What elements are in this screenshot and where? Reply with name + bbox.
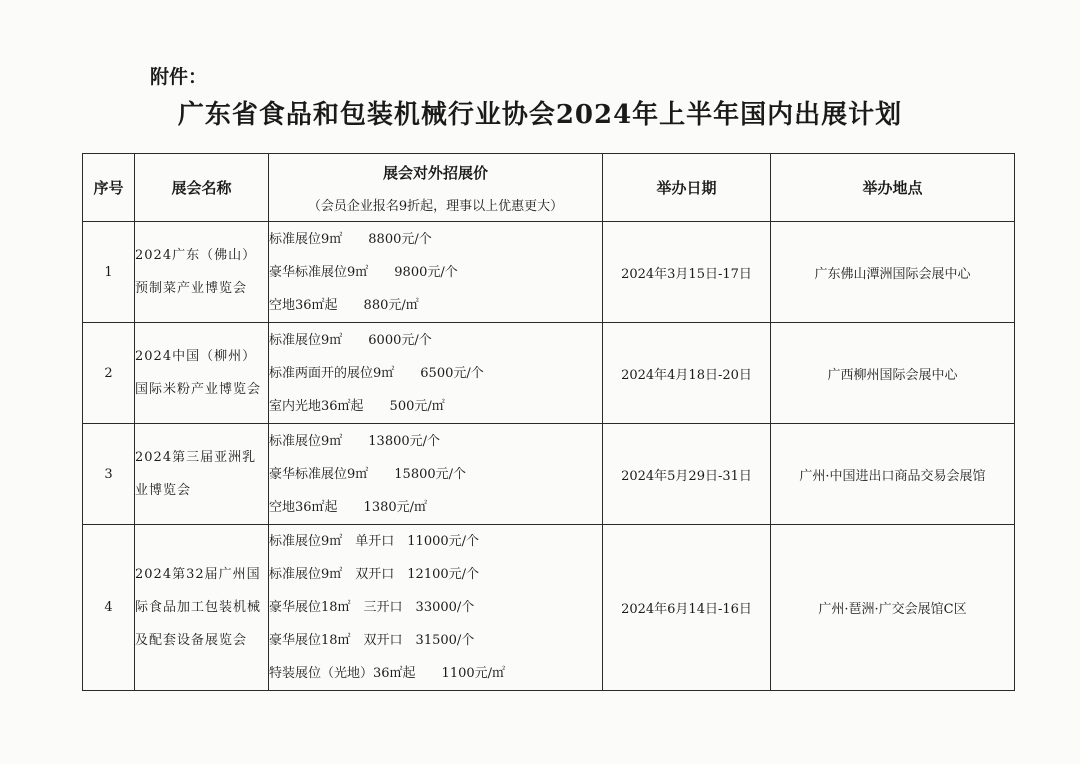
price-line: 标准两面开的展位9㎡ 6500元/个 (269, 365, 484, 381)
header-venue: 举办地点 (771, 154, 1015, 222)
row-no: 3 (83, 424, 135, 525)
row-date: 2024年5月29日-31日 (603, 424, 771, 525)
row-venue: 广西柳州国际会展中心 (771, 323, 1015, 424)
table-row (83, 424, 1015, 525)
price-line: 豪华标准展位9㎡ 9800元/个 (269, 264, 458, 280)
header-no: 序号 (83, 154, 135, 222)
row-no: 4 (83, 525, 135, 691)
row-name: 2024第32届广州国际食品加工包装机械及配套设备展览会 (135, 525, 269, 691)
header-price-note: （会员企业报名9折起，理事以上优惠更大） (307, 198, 564, 214)
exhibition-plan-table (82, 153, 1015, 691)
row-date: 2024年3月15日-17日 (603, 222, 771, 323)
price-line: 豪华标准展位9㎡ 15800元/个 (269, 466, 467, 482)
row-date: 2024年6月14日-16日 (603, 525, 771, 691)
price-line: 空地36㎡起 1380元/㎡ (269, 499, 428, 515)
row-name: 2024中国（柳州）国际米粉产业博览会 (135, 323, 269, 424)
row-name: 2024第三届亚洲乳业博览会 (135, 424, 269, 525)
price-line: 标准展位9㎡ 13800元/个 (269, 433, 441, 449)
price-line: 豪华展位18㎡ 双开口 31500/个 (269, 633, 475, 648)
row-no: 1 (83, 222, 135, 323)
row-venue: 广东佛山潭洲国际会展中心 (771, 222, 1015, 323)
row-name: 2024广东（佛山）预制菜产业博览会 (135, 222, 269, 323)
header-date: 举办日期 (603, 154, 771, 222)
price-line: 标准展位9㎡ 双开口 12100元/个 (269, 567, 480, 582)
row-prices (269, 525, 603, 691)
row-prices (269, 222, 603, 323)
row-date: 2024年4月18日-20日 (603, 323, 771, 424)
row-no: 2 (83, 323, 135, 424)
attachment-label: 附件： (150, 66, 208, 88)
price-line: 特装展位（光地）36㎡起 1100元/㎡ (269, 666, 506, 681)
row-venue: 广州·琶洲·广交会展馆C区 (771, 525, 1015, 691)
price-line: 标准展位9㎡ 8800元/个 (269, 231, 432, 247)
price-line: 标准展位9㎡ 单开口 11000元/个 (269, 534, 480, 549)
table-header-row (83, 154, 1015, 222)
row-prices (269, 424, 603, 525)
table-row (83, 222, 1015, 323)
table-row (83, 323, 1015, 424)
table-row (83, 525, 1015, 691)
header-name: 展会名称 (135, 154, 269, 222)
price-line: 标准展位9㎡ 6000元/个 (269, 332, 432, 348)
header-price (269, 154, 603, 222)
price-line: 空地36㎡起 880元/㎡ (269, 297, 419, 313)
row-venue: 广州·中国进出口商品交易会展馆 (771, 424, 1015, 525)
price-line: 豪华展位18㎡ 三开口 33000/个 (269, 600, 475, 615)
row-prices (269, 323, 603, 424)
header-price-label: 展会对外招展价 (382, 163, 488, 182)
page-title: 广东省食品和包装机械行业协会2024年上半年国内出展计划 (177, 100, 903, 130)
price-line: 室内光地36㎡起 500元/㎡ (269, 398, 445, 414)
